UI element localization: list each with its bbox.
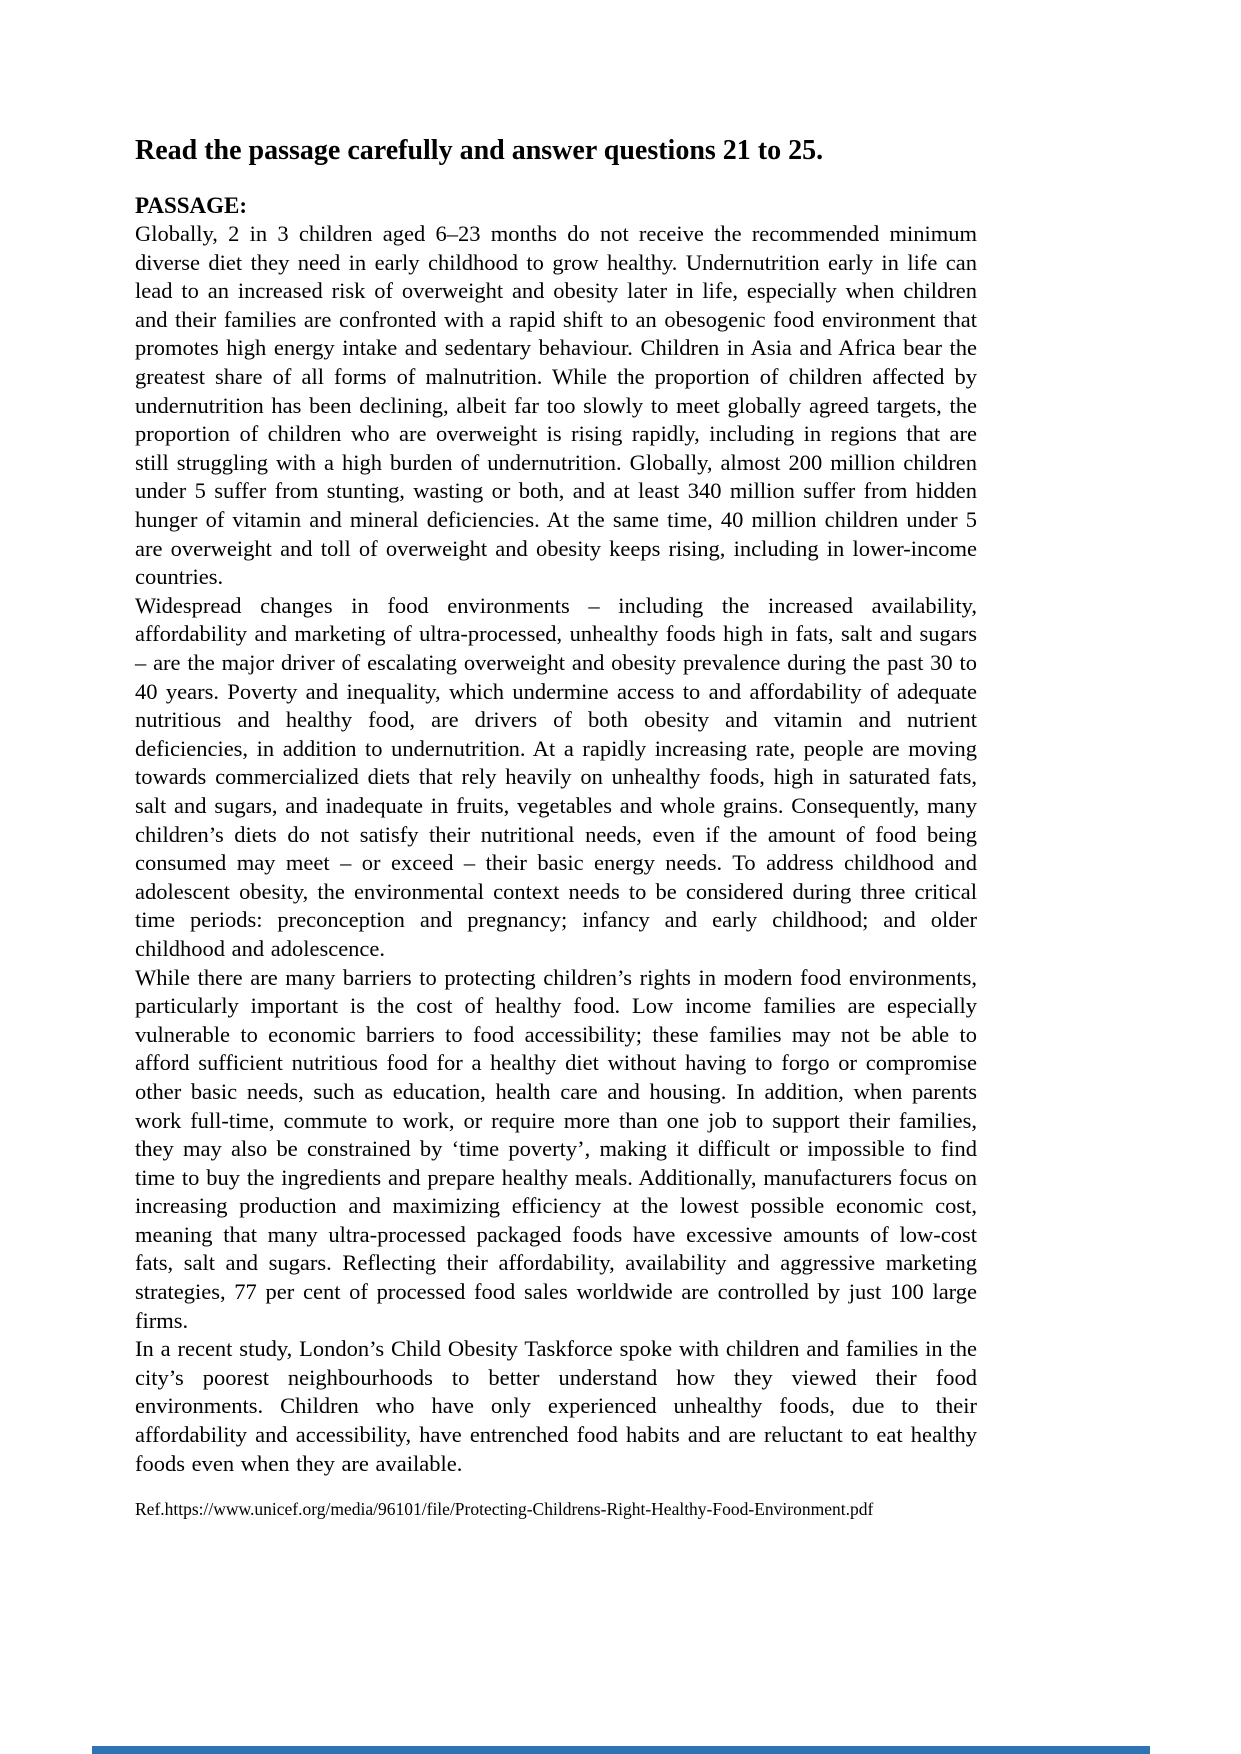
passage-paragraph: Widespread changes in food environments – including the increased availability, affordability and marketing of ultra-processed, unhealthy foods high in fats, salt and sugars – are the major driver of escalating overweight and obesity prevalence during the past 30 to 40 years. Poverty and inequality, which undermine access to and affordability of adequate nutritious and healthy food, are drivers of both obesity and vitamin and nutrient deficiencies, in addition to undernutrition. At a rapidly increasing rate, people are moving towards commercialized diets that rely heavily on unhealthy foods, high in saturated fats, salt and sugars, and inadequate in fruits, vegetables and whole grains. Consequently, many children’s diets do not satisfy their nutritional needs, even if the amount of food being consumed may meet – or exceed – their basic energy needs. To address childhood and adolescent obesity, the environmental context needs to be considered during three critical time periods: preconception and pregnancy; infancy and early childhood; and older childhood and adolescence. bbox=[135, 592, 977, 961]
reference-citation: Ref.https://www.unicef.org/media/96101/file/Protecting-Childrens-Right-Healthy-Food-Environment.pdf bbox=[135, 1499, 874, 1520]
passage-content bbox=[135, 134, 977, 1521]
section-heading: Read the passage carefully and answer questions 21 to 25. bbox=[135, 135, 824, 166]
footer-divider bbox=[92, 1746, 1150, 1754]
passage-paragraph: Globally, 2 in 3 children aged 6–23 months do not receive the recommended minimum diverse diet they need in early childhood to grow healthy. Undernutrition early in life can lead to an increased risk of overweight and obesity later in life, especially when children and their families are confronted with a rapid shift to an obesogenic food environment that promotes high energy intake and sedentary behaviour. Children in Asia and Africa bear the greatest share of all forms of malnutrition. While the proportion of children affected by undernutrition has been declining, albeit far too slowly to meet globally agreed targets, the proportion of children who are overweight is rising rapidly, including in regions that are still struggling with a high burden of undernutrition. Globally, almost 200 million children under 5 suffer from stunting, wasting or both, and at least 340 million suffer from hidden hunger of vitamin and mineral deficiencies. At the same time, 40 million children under 5 are overweight and toll of overweight and obesity keeps rising, including in lower-income countries. bbox=[135, 221, 977, 590]
passage-label: PASSAGE: bbox=[135, 192, 248, 218]
passage-paragraph: In a recent study, London’s Child Obesity Taskforce spoke with children and families in the city’s poorest neighbourhoods to better understand how they viewed their food environments. Children who have only experienced unhealthy foods, due to their affordability and accessibility, have entrenched food habits and are reluctant to eat healthy foods even when they are available. bbox=[135, 1336, 977, 1476]
passage-paragraph: While there are many barriers to protecting children’s rights in modern food environments, particularly important is the cost of healthy food. Low income families are especially vulnerable to economic barriers to food accessibility; these families may not be able to afford sufficient nutritious food for a healthy diet without having to forgo or compromise other basic needs, such as education, health care and housing. In addition, when parents work full-time, commute to work, or require more than one job to support their families, they may also be constrained by ‘time poverty’, making it difficult or impossible to find time to buy the ingredients and prepare healthy meals. Additionally, manufacturers focus on increasing production and maximizing efficiency at the lowest possible economic cost, meaning that many ultra-processed packaged foods have excessive amounts of low-cost fats, salt and sugars. Reflecting their affordability, availability and aggressive marketing strategies, 77 per cent of processed food sales worldwide are controlled by just 100 large firms. bbox=[135, 964, 977, 1333]
